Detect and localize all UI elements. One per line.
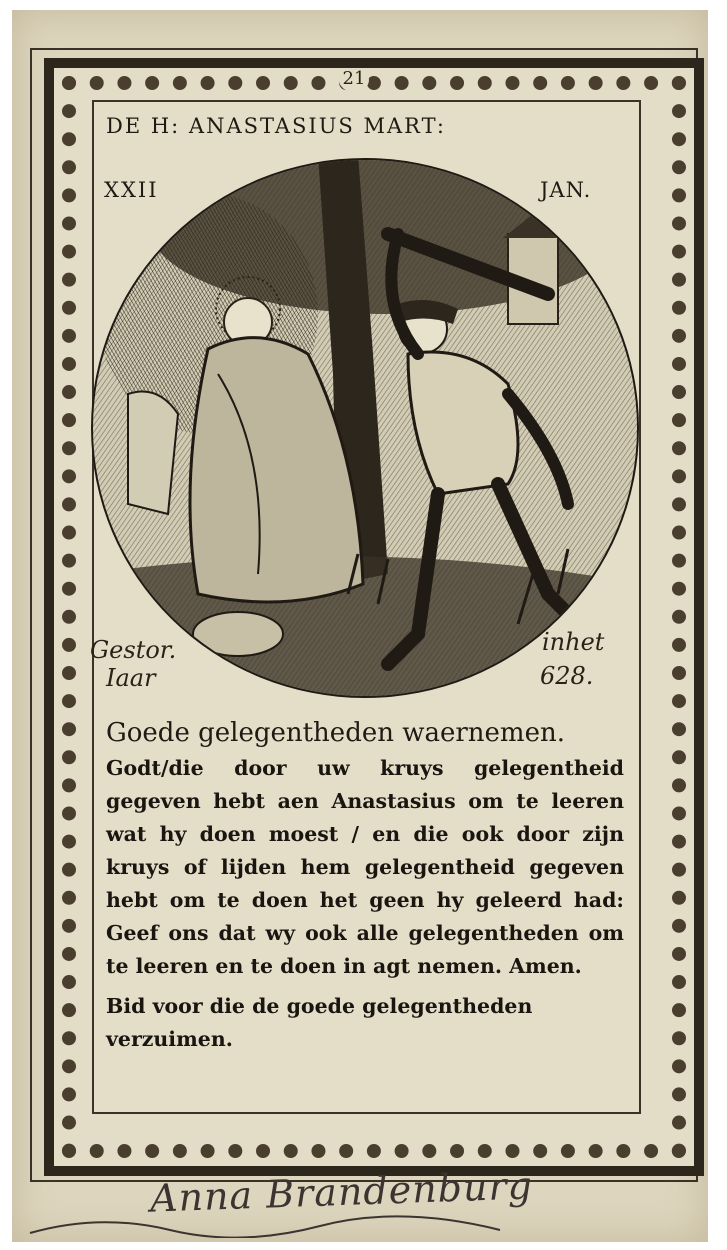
signature-text: Anna Brandenburg <box>149 1163 534 1221</box>
caption-died: Gestor. <box>90 636 177 664</box>
prayer-text <box>106 752 624 983</box>
virtue-subtitle: Goede gelegentheden waernemen. <box>106 718 565 748</box>
prayer-intention: Bid voor die de goede gelegentheden verzuimen. <box>106 994 533 1051</box>
feast-day: XXII <box>104 178 159 202</box>
caption-year-label: Iaar <box>106 664 156 692</box>
caption-in-the: inhet <box>542 628 605 656</box>
martyrdom-engraving <box>88 154 642 702</box>
saint-title: DE H: ANASTASIUS MART: <box>106 114 446 138</box>
feast-month: JAN. <box>540 178 592 202</box>
signature-flourish <box>20 1208 580 1238</box>
page-number: 21 <box>339 68 369 92</box>
prayer-paragraph: Godt/die door uw kruys gelegentheid gegeven hebt aen Anastasius om te leeren wat hy doen moest / en die ook door zijn kruys of lijden hem gelegentheid gegeven hebt om te doen het geen hy geleerd had: Geef ons dat wy ook alle gelegentheden om te leeren en te doen in agt nemen. Amen. <box>106 756 624 978</box>
caption-year-value: 628. <box>540 662 594 690</box>
